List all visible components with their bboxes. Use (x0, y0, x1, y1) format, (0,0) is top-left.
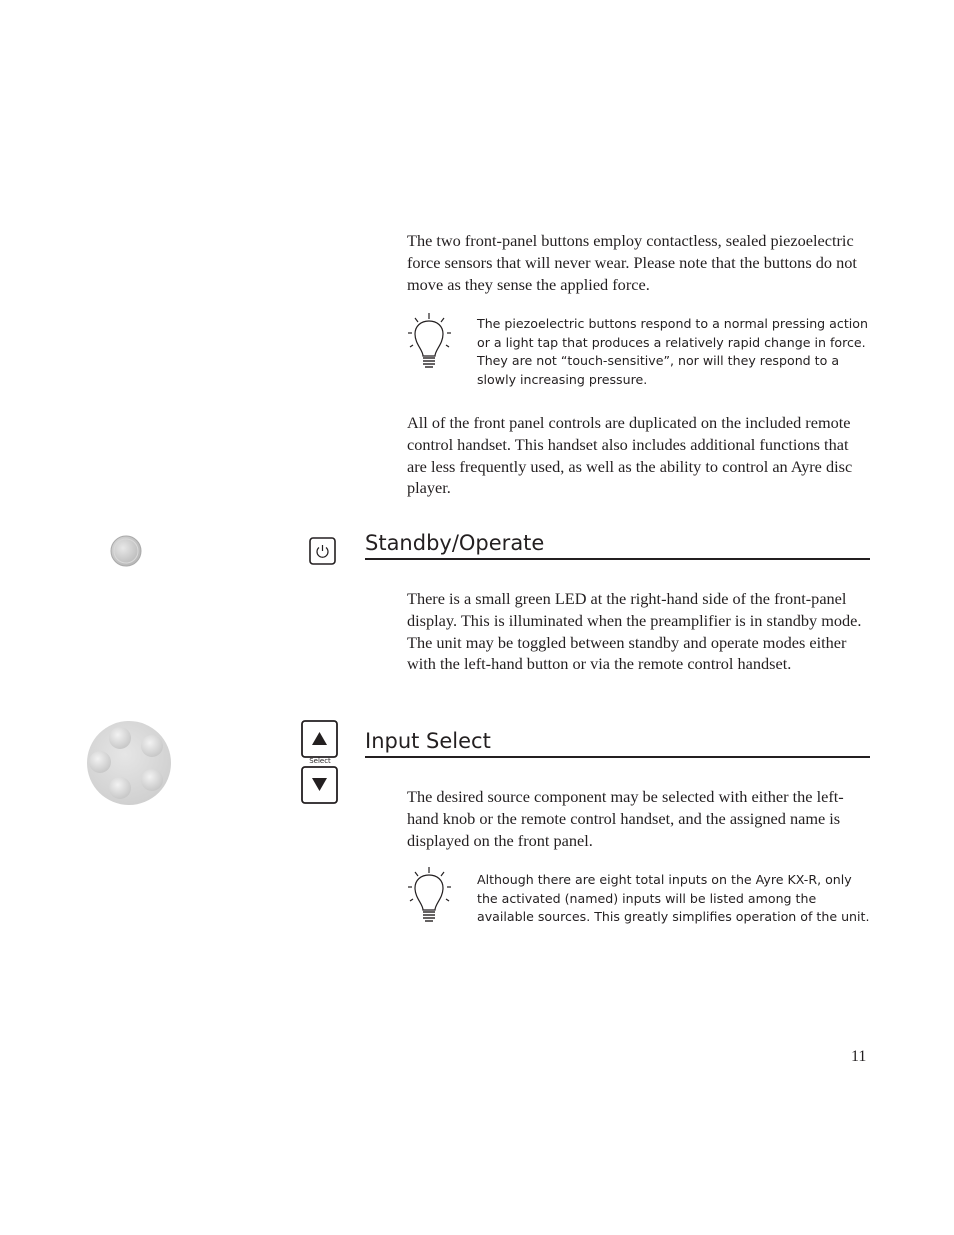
tip-piezo-text: The piezoelectric buttons respond to a normal pressing action or a light tap that produces a relatively rapid change in force. They are not “touch-sensitive”, nor will they respond to a slowly increasing pressure. (477, 316, 868, 387)
standby-paragraph: There is a small green LED at the right-hand side of the front-panel display. This is illuminated when the preamplifier is in standby mode. The unit may be toggled between standby and operate modes either with the left-hand button or via the remote control handset. (407, 589, 862, 674)
section-heading-input-select: Input Select (365, 729, 491, 753)
intro-paragraph: The two front-panel buttons employ contactless, sealed piezoelectric force sensors that will never wear. Please note that the buttons do not move as they sense the applied force. (407, 231, 857, 294)
section-heading-standby: Standby/Operate (365, 531, 545, 555)
heading-divider (365, 756, 870, 758)
down-arrow-icon (301, 766, 339, 804)
lightbulb-tip-icon (407, 866, 455, 924)
standby-button-illustration (108, 533, 144, 569)
power-icon (309, 537, 337, 565)
heading-divider (365, 558, 870, 560)
input-knob-illustration (86, 720, 172, 806)
select-label: Select (309, 757, 331, 765)
page-number: 11 (851, 1048, 867, 1065)
remote-paragraph: All of the front panel controls are duplicated on the included remote control handset. This handset also includes additional functions that are less frequently used, as well as the ability to control an Ayre disc player. (407, 413, 853, 498)
up-arrow-icon (301, 720, 339, 758)
lightbulb-tip-icon (407, 312, 455, 370)
input-paragraph: The desired source component may be selected with either the left-hand knob or the remote control handset, and the assigned name is displayed on the front panel. (407, 787, 844, 850)
tip-inputs-text: Although there are eight total inputs on the Ayre KX-R, only the activated (named) inputs will be listed among the available sources. This greatly simplifies operation of the unit. (477, 872, 870, 924)
